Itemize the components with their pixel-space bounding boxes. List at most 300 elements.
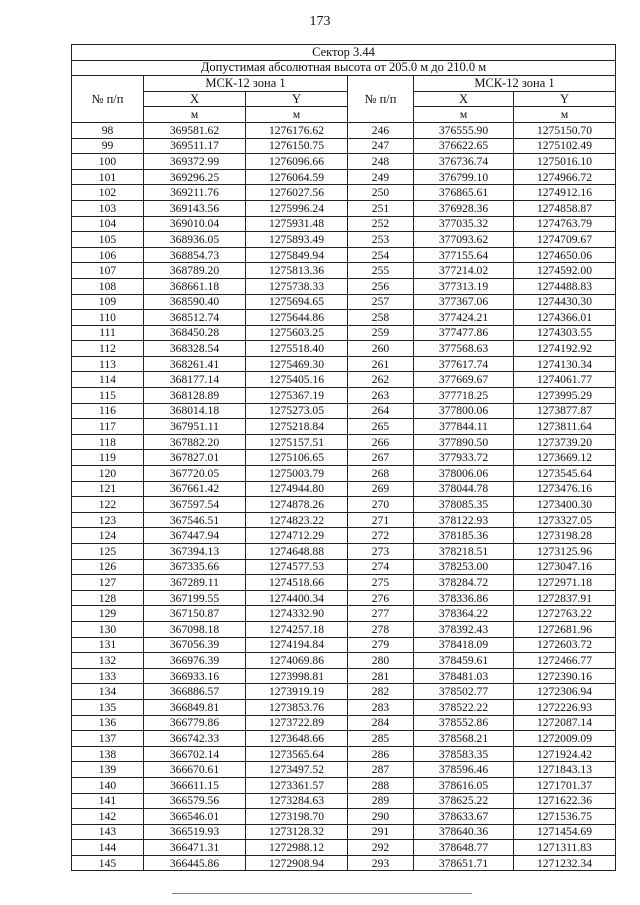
table-row	[72, 325, 616, 341]
x-value: 366933.16	[144, 668, 246, 684]
table-row	[72, 824, 616, 840]
x-value: 378552.86	[414, 715, 514, 731]
x-value: 368590.40	[144, 294, 246, 310]
x-value: 368936.05	[144, 232, 246, 248]
x-value: 367597.54	[144, 497, 246, 513]
y-value: 1273877.87	[514, 403, 616, 419]
page-number: 173	[309, 14, 331, 29]
point-number: 138	[72, 746, 144, 762]
point-number: 125	[72, 544, 144, 560]
table-row	[72, 356, 616, 372]
point-number: 293	[348, 855, 414, 871]
y-value: 1272908.94	[246, 855, 348, 871]
y-value: 1275157.51	[246, 434, 348, 450]
y-value: 1276150.75	[246, 138, 348, 154]
y-value: 1273198.70	[246, 809, 348, 825]
y-value: 1275644.86	[246, 310, 348, 326]
x-value: 366579.56	[144, 793, 246, 809]
point-number: 287	[348, 762, 414, 778]
x-value: 367394.13	[144, 544, 246, 560]
y-value: 1275150.70	[514, 122, 616, 138]
point-number: 126	[72, 559, 144, 575]
table-row	[72, 138, 616, 154]
table-row	[72, 840, 616, 856]
x-value: 377367.06	[414, 294, 514, 310]
point-number: 101	[72, 169, 144, 185]
zone-header-right: МСК-12 зона 1	[414, 76, 616, 92]
y-value: 1275367.19	[246, 388, 348, 404]
point-number: 145	[72, 855, 144, 871]
x-value: 378522.22	[414, 699, 514, 715]
table-row	[72, 637, 616, 653]
y-value: 1273995.29	[514, 388, 616, 404]
point-number: 111	[72, 325, 144, 341]
point-number: 116	[72, 403, 144, 419]
y-value: 1272971.18	[514, 575, 616, 591]
table-row	[72, 559, 616, 575]
y-value: 1275603.25	[246, 325, 348, 341]
point-number: 108	[72, 278, 144, 294]
unit-y-left: м	[246, 107, 348, 123]
y-value: 1275102.49	[514, 138, 616, 154]
y-value: 1273998.81	[246, 668, 348, 684]
y-value: 1274650.06	[514, 247, 616, 263]
x-value: 368014.18	[144, 403, 246, 419]
y-value: 1274823.22	[246, 512, 348, 528]
y-value: 1271311.83	[514, 840, 616, 856]
point-number: 143	[72, 824, 144, 840]
point-number: 144	[72, 840, 144, 856]
table-row	[72, 247, 616, 263]
table-row	[72, 762, 616, 778]
point-number: 289	[348, 793, 414, 809]
point-number: 257	[348, 294, 414, 310]
point-number: 139	[72, 762, 144, 778]
point-number: 102	[72, 185, 144, 201]
point-number: 273	[348, 544, 414, 560]
y-value: 1273811.64	[514, 419, 616, 435]
y-header-left: Y	[246, 91, 348, 107]
y-value: 1271536.75	[514, 809, 616, 825]
y-value: 1272466.77	[514, 653, 616, 669]
x-value: 378640.36	[414, 824, 514, 840]
y-value: 1274966.72	[514, 169, 616, 185]
y-value: 1275218.84	[246, 419, 348, 435]
table-row	[72, 341, 616, 357]
point-number: 277	[348, 606, 414, 622]
y-value: 1275469.30	[246, 356, 348, 372]
point-number: 262	[348, 372, 414, 388]
point-number: 266	[348, 434, 414, 450]
point-number: 140	[72, 777, 144, 793]
point-number: 131	[72, 637, 144, 653]
point-number: 250	[348, 185, 414, 201]
x-value: 377568.63	[414, 341, 514, 357]
table-row	[72, 590, 616, 606]
x-value: 377155.64	[414, 247, 514, 263]
x-value: 376928.36	[414, 200, 514, 216]
x-value: 366445.86	[144, 855, 246, 871]
point-number: 253	[348, 232, 414, 248]
x-value: 367951.11	[144, 419, 246, 435]
x-value: 369296.25	[144, 169, 246, 185]
point-number: 106	[72, 247, 144, 263]
y-value: 1272390.16	[514, 668, 616, 684]
num-header-left: № п/п	[72, 76, 144, 123]
point-number: 278	[348, 621, 414, 637]
x-value: 378651.71	[414, 855, 514, 871]
y-value: 1273648.66	[246, 731, 348, 747]
y-value: 1275813.36	[246, 263, 348, 279]
x-value: 367827.01	[144, 450, 246, 466]
x-value: 377035.32	[414, 216, 514, 232]
y-value: 1273198.28	[514, 528, 616, 544]
table-row	[72, 497, 616, 513]
x-value: 368512.74	[144, 310, 246, 326]
y-value: 1276064.59	[246, 169, 348, 185]
x-value: 367720.05	[144, 466, 246, 482]
y-value: 1274332.90	[246, 606, 348, 622]
x-value: 366519.93	[144, 824, 246, 840]
sector-title: Сектор 3.44	[72, 45, 616, 61]
x-value: 377214.02	[414, 263, 514, 279]
point-number: 129	[72, 606, 144, 622]
y-value: 1274763.79	[514, 216, 616, 232]
x-value: 378284.72	[414, 575, 514, 591]
y-value: 1273497.52	[246, 762, 348, 778]
y-value: 1275106.65	[246, 450, 348, 466]
y-value: 1273047.16	[514, 559, 616, 575]
x-value: 369211.76	[144, 185, 246, 201]
point-number: 268	[348, 466, 414, 482]
x-value: 366886.57	[144, 684, 246, 700]
point-number: 285	[348, 731, 414, 747]
x-value: 377844.11	[414, 419, 514, 435]
y-value: 1273476.16	[514, 481, 616, 497]
x-value: 377890.50	[414, 434, 514, 450]
y-value: 1271622.36	[514, 793, 616, 809]
y-value: 1274257.18	[246, 621, 348, 637]
y-header-right: Y	[514, 91, 616, 107]
x-value: 367150.87	[144, 606, 246, 622]
table-row	[72, 528, 616, 544]
table-row	[72, 294, 616, 310]
y-value: 1273669.12	[514, 450, 616, 466]
x-value: 368661.18	[144, 278, 246, 294]
point-number: 269	[348, 481, 414, 497]
point-number: 127	[72, 575, 144, 591]
point-number: 132	[72, 653, 144, 669]
point-number: 124	[72, 528, 144, 544]
y-value: 1275273.05	[246, 403, 348, 419]
num-header-right: № п/п	[348, 76, 414, 123]
point-number: 255	[348, 263, 414, 279]
x-value: 366849.81	[144, 699, 246, 715]
y-value: 1276176.62	[246, 122, 348, 138]
point-number: 254	[348, 247, 414, 263]
point-number: 279	[348, 637, 414, 653]
x-value: 368128.89	[144, 388, 246, 404]
y-value: 1271924.42	[514, 746, 616, 762]
table-row	[72, 310, 616, 326]
y-value: 1275405.16	[246, 372, 348, 388]
x-value: 367289.11	[144, 575, 246, 591]
point-number: 274	[348, 559, 414, 575]
x-value: 369581.62	[144, 122, 246, 138]
x-value: 368328.54	[144, 341, 246, 357]
x-value: 377093.62	[414, 232, 514, 248]
point-number: 109	[72, 294, 144, 310]
x-value: 378583.35	[414, 746, 514, 762]
point-number: 246	[348, 122, 414, 138]
unit-x-right: м	[414, 107, 514, 123]
point-number: 275	[348, 575, 414, 591]
point-number: 259	[348, 325, 414, 341]
point-number: 286	[348, 746, 414, 762]
y-value: 1273361.57	[246, 777, 348, 793]
point-number: 121	[72, 481, 144, 497]
x-value: 377800.06	[414, 403, 514, 419]
x-value: 378633.67	[414, 809, 514, 825]
point-number: 282	[348, 684, 414, 700]
point-number: 137	[72, 731, 144, 747]
y-value: 1274061.77	[514, 372, 616, 388]
table-row	[72, 263, 616, 279]
y-value: 1273284.63	[246, 793, 348, 809]
point-number: 120	[72, 466, 144, 482]
x-header-right: X	[414, 91, 514, 107]
x-value: 376736.74	[414, 154, 514, 170]
x-value: 377617.74	[414, 356, 514, 372]
point-number: 112	[72, 341, 144, 357]
x-value: 378253.00	[414, 559, 514, 575]
point-number: 291	[348, 824, 414, 840]
x-value: 377669.67	[414, 372, 514, 388]
x-value: 368261.41	[144, 356, 246, 372]
x-value: 378502.77	[414, 684, 514, 700]
x-value: 369372.99	[144, 154, 246, 170]
x-value: 378085.35	[414, 497, 514, 513]
point-number: 98	[72, 122, 144, 138]
point-number: 258	[348, 310, 414, 326]
point-number: 133	[72, 668, 144, 684]
point-number: 99	[72, 138, 144, 154]
y-value: 1272681.96	[514, 621, 616, 637]
y-value: 1273853.76	[246, 699, 348, 715]
y-value: 1274069.86	[246, 653, 348, 669]
x-value: 378648.77	[414, 840, 514, 856]
point-number: 100	[72, 154, 144, 170]
point-number: 122	[72, 497, 144, 513]
y-value: 1274130.34	[514, 356, 616, 372]
table-row	[72, 653, 616, 669]
y-value: 1272603.72	[514, 637, 616, 653]
y-value: 1274858.87	[514, 200, 616, 216]
x-value: 378418.09	[414, 637, 514, 653]
point-number: 265	[348, 419, 414, 435]
y-value: 1274709.67	[514, 232, 616, 248]
x-value: 366976.39	[144, 653, 246, 669]
y-value: 1274488.83	[514, 278, 616, 294]
x-value: 378596.46	[414, 762, 514, 778]
point-number: 248	[348, 154, 414, 170]
x-value: 378122.93	[414, 512, 514, 528]
x-value: 376555.90	[414, 122, 514, 138]
footer-line	[172, 893, 472, 894]
y-value: 1275518.40	[246, 341, 348, 357]
point-number: 117	[72, 419, 144, 435]
table-row	[72, 232, 616, 248]
point-number: 249	[348, 169, 414, 185]
x-value: 378336.86	[414, 590, 514, 606]
table-row	[72, 434, 616, 450]
point-number: 260	[348, 341, 414, 357]
y-value: 1273565.64	[246, 746, 348, 762]
table-row	[72, 450, 616, 466]
y-value: 1272763.22	[514, 606, 616, 622]
x-value: 378044.78	[414, 481, 514, 497]
x-value: 377933.72	[414, 450, 514, 466]
point-number: 281	[348, 668, 414, 684]
point-number: 267	[348, 450, 414, 466]
point-number: 113	[72, 356, 144, 372]
y-value: 1276027.56	[246, 185, 348, 201]
y-value: 1273739.20	[514, 434, 616, 450]
point-number: 128	[72, 590, 144, 606]
point-number: 256	[348, 278, 414, 294]
point-number: 284	[348, 715, 414, 731]
point-number: 105	[72, 232, 144, 248]
y-value: 1273125.96	[514, 544, 616, 560]
x-header-left: X	[144, 91, 246, 107]
point-number: 114	[72, 372, 144, 388]
point-number: 103	[72, 200, 144, 216]
table-row	[72, 216, 616, 232]
zone-header-left: МСК-12 зона 1	[144, 76, 348, 92]
y-value: 1273327.05	[514, 512, 616, 528]
table-row	[72, 809, 616, 825]
y-value: 1274592.00	[514, 263, 616, 279]
unit-y-right: м	[514, 107, 616, 123]
y-value: 1272837.91	[514, 590, 616, 606]
x-value: 378006.06	[414, 466, 514, 482]
table-row	[72, 200, 616, 216]
point-number: 251	[348, 200, 414, 216]
y-value: 1275003.79	[246, 466, 348, 482]
table-row	[72, 575, 616, 591]
point-number: 134	[72, 684, 144, 700]
point-number: 142	[72, 809, 144, 825]
y-value: 1274366.01	[514, 310, 616, 326]
point-number: 290	[348, 809, 414, 825]
x-value: 366742.33	[144, 731, 246, 747]
point-number: 118	[72, 434, 144, 450]
x-value: 377477.86	[414, 325, 514, 341]
y-value: 1271454.69	[514, 824, 616, 840]
y-value: 1274303.55	[514, 325, 616, 341]
point-number: 115	[72, 388, 144, 404]
x-value: 367056.39	[144, 637, 246, 653]
x-value: 377718.25	[414, 388, 514, 404]
y-value: 1271232.34	[514, 855, 616, 871]
point-number: 135	[72, 699, 144, 715]
x-value: 368450.28	[144, 325, 246, 341]
y-value: 1273128.32	[246, 824, 348, 840]
x-value: 367199.55	[144, 590, 246, 606]
table-row	[72, 684, 616, 700]
table-row	[72, 154, 616, 170]
point-number: 110	[72, 310, 144, 326]
y-value: 1273919.19	[246, 684, 348, 700]
table-row	[72, 388, 616, 404]
table-row	[72, 122, 616, 138]
y-value: 1273400.30	[514, 497, 616, 513]
x-value: 367546.51	[144, 512, 246, 528]
y-value: 1275849.94	[246, 247, 348, 263]
y-value: 1273545.64	[514, 466, 616, 482]
table-row	[72, 699, 616, 715]
y-value: 1272306.94	[514, 684, 616, 700]
y-value: 1276096.66	[246, 154, 348, 170]
x-value: 378481.03	[414, 668, 514, 684]
point-number: 141	[72, 793, 144, 809]
table-row	[72, 512, 616, 528]
table-row	[72, 731, 616, 747]
point-number: 276	[348, 590, 414, 606]
point-number: 263	[348, 388, 414, 404]
point-number: 130	[72, 621, 144, 637]
y-value: 1272087.14	[514, 715, 616, 731]
y-value: 1274648.88	[246, 544, 348, 560]
point-number: 264	[348, 403, 414, 419]
y-value: 1275996.24	[246, 200, 348, 216]
x-value: 376622.65	[414, 138, 514, 154]
y-value: 1274194.84	[246, 637, 348, 653]
y-value: 1275738.33	[246, 278, 348, 294]
table-body	[72, 122, 616, 871]
table-row	[72, 372, 616, 388]
table-row	[72, 793, 616, 809]
y-value: 1273722.89	[246, 715, 348, 731]
x-value: 367098.18	[144, 621, 246, 637]
x-value: 369143.56	[144, 200, 246, 216]
x-value: 376799.10	[414, 169, 514, 185]
x-value: 378218.51	[414, 544, 514, 560]
x-value: 378616.05	[414, 777, 514, 793]
point-number: 288	[348, 777, 414, 793]
table-row	[72, 278, 616, 294]
table-row	[72, 544, 616, 560]
point-number: 136	[72, 715, 144, 731]
y-value: 1275931.48	[246, 216, 348, 232]
y-value: 1271701.37	[514, 777, 616, 793]
y-value: 1274577.53	[246, 559, 348, 575]
x-value: 367882.20	[144, 434, 246, 450]
x-value: 377424.21	[414, 310, 514, 326]
y-value: 1275893.49	[246, 232, 348, 248]
point-number: 272	[348, 528, 414, 544]
x-value: 368789.20	[144, 263, 246, 279]
y-value: 1275016.10	[514, 154, 616, 170]
point-number: 104	[72, 216, 144, 232]
x-value: 378459.61	[414, 653, 514, 669]
point-number: 261	[348, 356, 414, 372]
x-value: 369511.17	[144, 138, 246, 154]
x-value: 378392.43	[414, 621, 514, 637]
point-number: 247	[348, 138, 414, 154]
point-number: 252	[348, 216, 414, 232]
x-value: 377313.19	[414, 278, 514, 294]
